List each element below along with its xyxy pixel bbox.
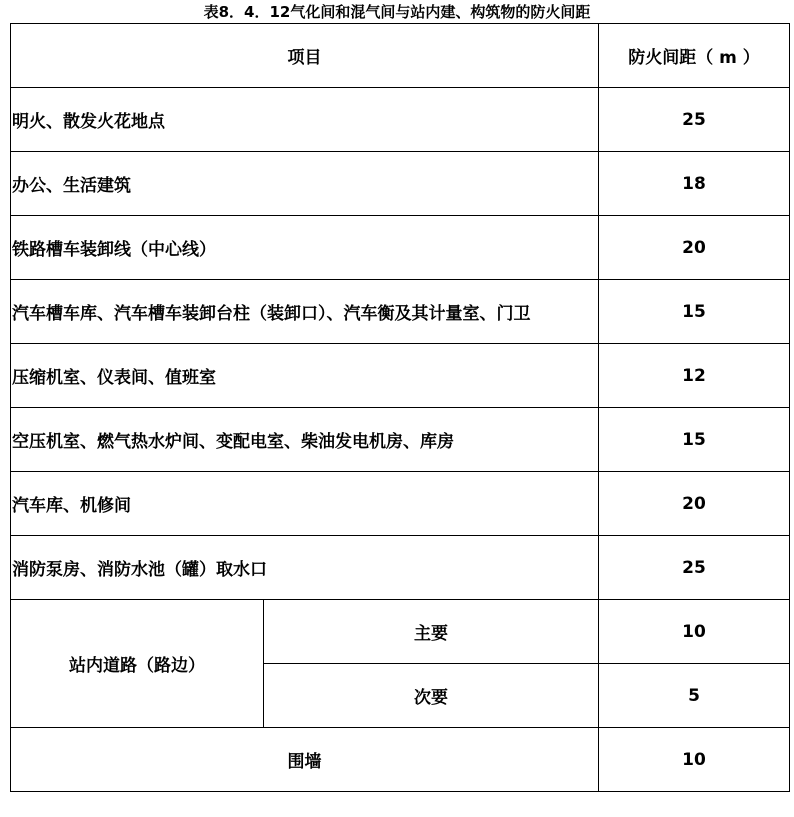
road-main-row xyxy=(11,600,790,664)
row-distance: 15 xyxy=(599,280,790,344)
road-main-label: 主要 xyxy=(264,600,599,664)
row-distance: 25 xyxy=(599,88,790,152)
wall-label: 围墙 xyxy=(11,728,599,792)
row-distance: 12 xyxy=(599,344,790,408)
table-row xyxy=(11,344,790,408)
road-secondary-label: 次要 xyxy=(264,664,599,728)
header-distance: 防火间距（ m ） xyxy=(599,24,790,88)
row-item: 压缩机室、仪表间、值班室 xyxy=(11,344,599,408)
wall-distance: 10 xyxy=(599,728,790,792)
row-distance: 15 xyxy=(599,408,790,472)
wall-row xyxy=(11,728,790,792)
table-row xyxy=(11,216,790,280)
table-row xyxy=(11,88,790,152)
table-row xyxy=(11,536,790,600)
row-item: 汽车库、机修间 xyxy=(11,472,599,536)
header-item: 项目 xyxy=(11,24,599,88)
table-caption: 表8．4．12气化间和混气间与站内建、构筑物的防火间距 xyxy=(203,3,591,21)
fire-spacing-table xyxy=(10,23,790,792)
table-row xyxy=(11,280,790,344)
row-distance: 20 xyxy=(599,216,790,280)
row-distance: 25 xyxy=(599,536,790,600)
table-row xyxy=(11,152,790,216)
row-distance: 20 xyxy=(599,472,790,536)
row-item: 办公、生活建筑 xyxy=(11,152,599,216)
row-distance: 18 xyxy=(599,152,790,216)
header-row xyxy=(11,24,790,88)
road-label: 站内道路（路边） xyxy=(11,600,264,728)
row-item: 空压机室、燃气热水炉间、变配电室、柴油发电机房、库房 xyxy=(11,408,599,472)
road-secondary-distance: 5 xyxy=(599,664,790,728)
table-row xyxy=(11,408,790,472)
row-item: 消防泵房、消防水池（罐）取水口 xyxy=(11,536,599,600)
row-item: 汽车槽车库、汽车槽车装卸台柱（装卸口）、汽车衡及其计量室、门卫 xyxy=(11,280,599,344)
row-item: 明火、散发火花地点 xyxy=(11,88,599,152)
table-row xyxy=(11,472,790,536)
road-main-distance: 10 xyxy=(599,600,790,664)
row-item: 铁路槽车装卸线（中心线） xyxy=(11,216,599,280)
